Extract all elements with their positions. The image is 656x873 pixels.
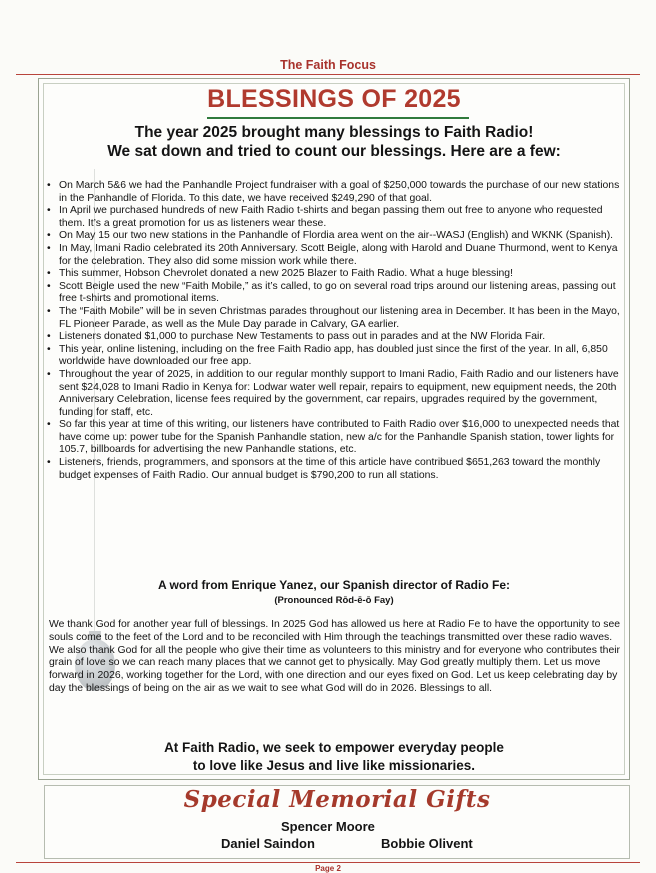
newsletter-name: The Faith Focus (280, 58, 376, 72)
bullet-icon: • (47, 280, 51, 292)
bullet-icon: • (47, 343, 51, 355)
memorial-name: Bobbie Olivent (381, 836, 473, 851)
list-item (47, 230, 623, 243)
intro-line-2: We sat down and tried to count our blessings. Here are a few: (107, 143, 561, 160)
blessing-text: So far this year at time of this writing, our listeners have contributed to Faith Radio over $16,000 to unexpected needs that have come up: power tube for the Spanish Panhandle station, new a/c for the Panhandle Spanish station, tower lights for 105.7, billboards for advertising the new Panhandle stations, etc. (59, 419, 620, 456)
bullet-icon: • (47, 305, 51, 317)
title-underline (207, 117, 469, 119)
blessing-text: This summer, Hobson Chevrolet donated a new 2025 Blazer to Faith Radio. What a huge blessing! (59, 268, 513, 280)
blessing-text: Throughout the year of 2025, in addition to our regular monthly support to Imani Radio, Faith Radio and our listeners have sent $24,028 to Imani Radio in Kenya for: Lodwar water well repair, repairs to equipment, new equipment needs, the 20th Anniversary Celebration, license fees required by the government, car repairs, upgrades required by the government, funding for staff, etc. (59, 368, 619, 418)
bullet-icon: • (47, 331, 51, 343)
memorial-gifts-box (44, 785, 630, 859)
list-item (47, 180, 623, 205)
blessings-article (38, 78, 630, 780)
list-item (47, 419, 623, 457)
article-intro (39, 123, 629, 161)
bullet-icon: • (47, 368, 51, 380)
memorial-name: Spencer Moore (281, 819, 375, 834)
memorial-title: Special Memorial Gifts (183, 786, 491, 813)
list-item (47, 331, 623, 344)
bullet-icon: • (47, 230, 51, 242)
memorial-name: Daniel Saindon (221, 836, 315, 851)
blessing-text: The “Faith Mobile” will be in seven Christmas parades throughout our listening area in December. It has been in the Mayo, FL Pioneer Parade, as well as the Mule Day parade in Calvary, GA earlier. (59, 305, 620, 330)
blessing-text: In May, Imani Radio celebrated its 20th Anniversary. Scott Beigle, along with Harold and Duane Thurmond, went to Kenya for the celebration. They also did some mission work while there. (59, 242, 618, 267)
list-item (47, 281, 623, 306)
spanish-director-message: We thank God for another year full of blessings. In 2025 God has allowed us here at Radio Fe to have the opportunity to see souls come to the feet of the Lord and to be reconciled with Him through the teachings transmitted over these radio waves. We also thank God for all the people who give their time as volunteers to this ministry and for everyone who contributes their grain of love so we can reach many places that we cannot get to physically. May God greatly multiply them. Let us move forward in 2026, working together for the Lord, with one direction and our eyes fixed on God. Let us keep celebrating day by day the blessings of being on the air as we wait to see what God will do in 2026. Blessings to all. (49, 619, 621, 694)
list-item (47, 344, 623, 369)
list-item (47, 457, 623, 482)
list-item (47, 243, 623, 268)
blessing-text: This year, online listening, including on the free Faith Radio app, has doubled just since the first of the year. In all, 6,850 worldwide have downloaded our free app. (59, 343, 608, 368)
mission-statement (39, 739, 629, 775)
bullet-icon: • (47, 180, 51, 191)
list-item (47, 268, 623, 281)
list-item (47, 306, 623, 331)
page-number: Page 2 (315, 864, 341, 873)
blessing-text: Listeners donated $1,000 to purchase New Testaments to pass out in parades and at the NW Florida Fair. (59, 331, 546, 343)
blessing-text: On March 5&6 we had the Panhandle Project fundraiser with a goal of $250,000 towards the purchase of our new stations in the Panhandle of Florida. To this date, we have received $249,290 of that goal. (59, 180, 620, 204)
blessing-text: Listeners, friends, programmers, and sponsors at the time of this article have contribued $651,263 toward the monthly budget expenses of Faith Radio. Our annual budget is $790,200 to run all stations. (59, 457, 601, 481)
list-item (47, 369, 623, 419)
bullet-icon: • (47, 242, 51, 254)
intro-line-1: The year 2025 brought many blessings to Faith Radio! (134, 124, 534, 141)
mission-line-1: At Faith Radio, we seek to empower everyday people (164, 740, 504, 755)
pronunciation-note: (Pronounced Rōd-ē-ō Fay) (274, 595, 394, 606)
header-divider (16, 74, 640, 75)
bullet-icon: • (47, 457, 51, 469)
bullet-icon: • (47, 268, 51, 280)
blessing-text: On May 15 our two new stations in the Panhandle of Flordia area went on the air--WASJ (English) and WKNK (Spanish). (59, 230, 614, 242)
mission-line-2: to love like Jesus and live like missionaries. (192, 758, 476, 773)
spanish-director-heading: A word from Enrique Yanez, our Spanish director of Radio Fe: (157, 578, 511, 592)
list-item (47, 205, 623, 230)
bullet-icon: • (47, 419, 51, 431)
blessing-text: In April we purchased hundreds of new Faith Radio t-shirts and began passing them out free to anyone who requested them. It’s a great promotion for us as listeners wear these. (59, 205, 603, 229)
bullet-icon: • (47, 205, 51, 217)
blessing-text: Scott Beigle used the new “Faith Mobile,” as it’s called, to go on several road trips around our listening areas, passing out free t-shirts and promotional items. (59, 280, 616, 305)
article-title: BLESSINGS OF 2025 (207, 85, 461, 113)
blessings-list (47, 180, 623, 482)
footer-divider (16, 862, 640, 863)
